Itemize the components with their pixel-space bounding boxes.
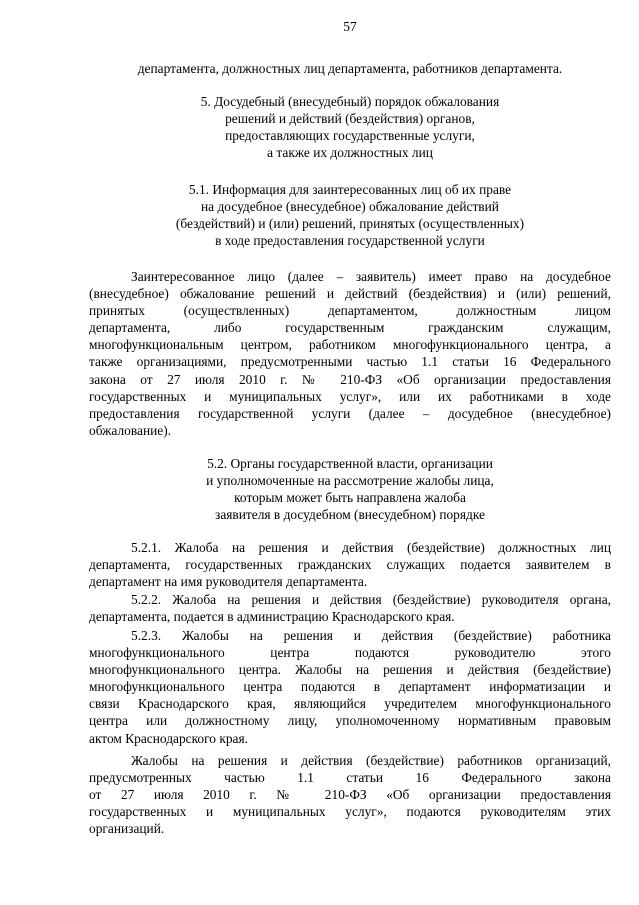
paragraph-line: департамент на имя руководителя департамента. [89,574,368,590]
paragraph-line: обжалование). [89,422,172,438]
paragraph-5-2-2 [89,591,611,625]
heading-line: 5.2. Органы государственной власти, организации [207,456,493,471]
paragraph-line: Жалобы на решения и действия (бездействие) работников организаций, [131,753,611,768]
paragraph-line: многофункционального центра. Жалобы на решения и действия (бездействие) [89,662,611,678]
heading-line: (бездействий) и (или) решений, принятых (осуществленных) [175,216,525,232]
heading-line: и уполномоченные на рассмотрение жалобы лица, [206,473,494,489]
continuation-line: департамента, должностных лиц департамента, работников департамента. [137,61,563,76]
paragraph-line: также организациями, предусмотренными частью 1.1 статьи 16 Федерального [89,354,611,370]
paragraph-line: 5.2.2. Жалоба на решения и действия (бездействие) руководителя органа, [131,592,611,607]
paragraph-line: 5.2.1. Жалоба на решения и действия (бездействие) должностных лиц [131,540,611,555]
paragraph-5-2-3 [89,627,611,747]
paragraph-line: принятых (осуществленных) департаментом, должностным лицом [89,303,611,319]
paragraph-line: государственных и муниципальных услуг», или их работниками в ходе [89,388,611,404]
heading-line: решений и действий (бездействия) органов, [225,111,475,127]
section-5-1-heading [89,181,611,249]
heading-line: 5. Досудебный (внесудебный) порядок обжалования [200,94,500,109]
paragraph-line: предоставления государственной услуги (далее – досудебное (внесудебное) [89,405,611,421]
heading-line: 5.1. Информация для заинтересованных лиц об их праве [188,182,512,197]
paragraph-line: центра или должностному лицу, уполномоченному нормативным правовым [89,713,611,729]
heading-line: на досудебное (внесудебное) обжалование действий [201,199,499,215]
paragraph-line: предусмотренных частью 1.1 статьи 16 Федерального закона [89,770,611,786]
paragraph-5-2-1 [89,539,611,590]
paragraph-line: (внесудебное) обжалование решений и действий (бездействия) и (или) решений, [89,286,611,302]
heading-line: а также их должностных лиц [267,145,433,161]
heading-line: заявителя в досудебном (внесудебном) порядке [215,507,485,523]
paragraph-line: многофункционального центра подаются руководителю этого [89,645,611,661]
heading-line: в ходе предоставления государственной услуги [215,233,485,249]
paragraph-right-to-appeal [89,268,611,439]
paragraph-line: актом Краснодарского края. [89,730,248,746]
heading-line: которым может быть направлена жалоба [234,490,466,506]
section-5-2-heading [89,455,611,523]
heading-line: предоставляющих государственные услуги, [225,128,475,144]
paragraph-line: Заинтересованное лицо (далее – заявитель) имеет право на досудебное [131,269,611,284]
paragraph-line: департамента, государственных гражданских служащих подается заявителем в [89,557,611,573]
paragraph-line: департамента, либо государственным гражданским служащим, [89,320,611,336]
paragraph-line: многофункционального центра подаются в департамент информатизации и [89,679,611,695]
paragraph-line: связи Краснодарского края, являющийся учредителем многофункционального [89,696,611,712]
paragraph-organizations-complaints [89,752,611,837]
paragraph-line: государственных и муниципальных услуг», подаются руководителям этих [89,804,611,820]
paragraph-line: организаций. [89,821,165,837]
paragraph-line: департамента, подается в администрацию Краснодарского края. [89,609,455,625]
paragraph-line: от 27 июля 2010 г. № 210-ФЗ «Об организации предоставления [89,787,611,803]
section-5-heading [89,93,611,161]
paragraph-line: многофункциональным центром, работником многофункционального центра, а [89,337,611,353]
paragraph-line: закона от 27 июля 2010 г. № 210-ФЗ «Об организации предоставления [89,371,611,387]
paragraph-line: 5.2.3. Жалобы на решения и действия (бездействие) работника [131,628,611,643]
page-number: 57 [343,19,357,34]
